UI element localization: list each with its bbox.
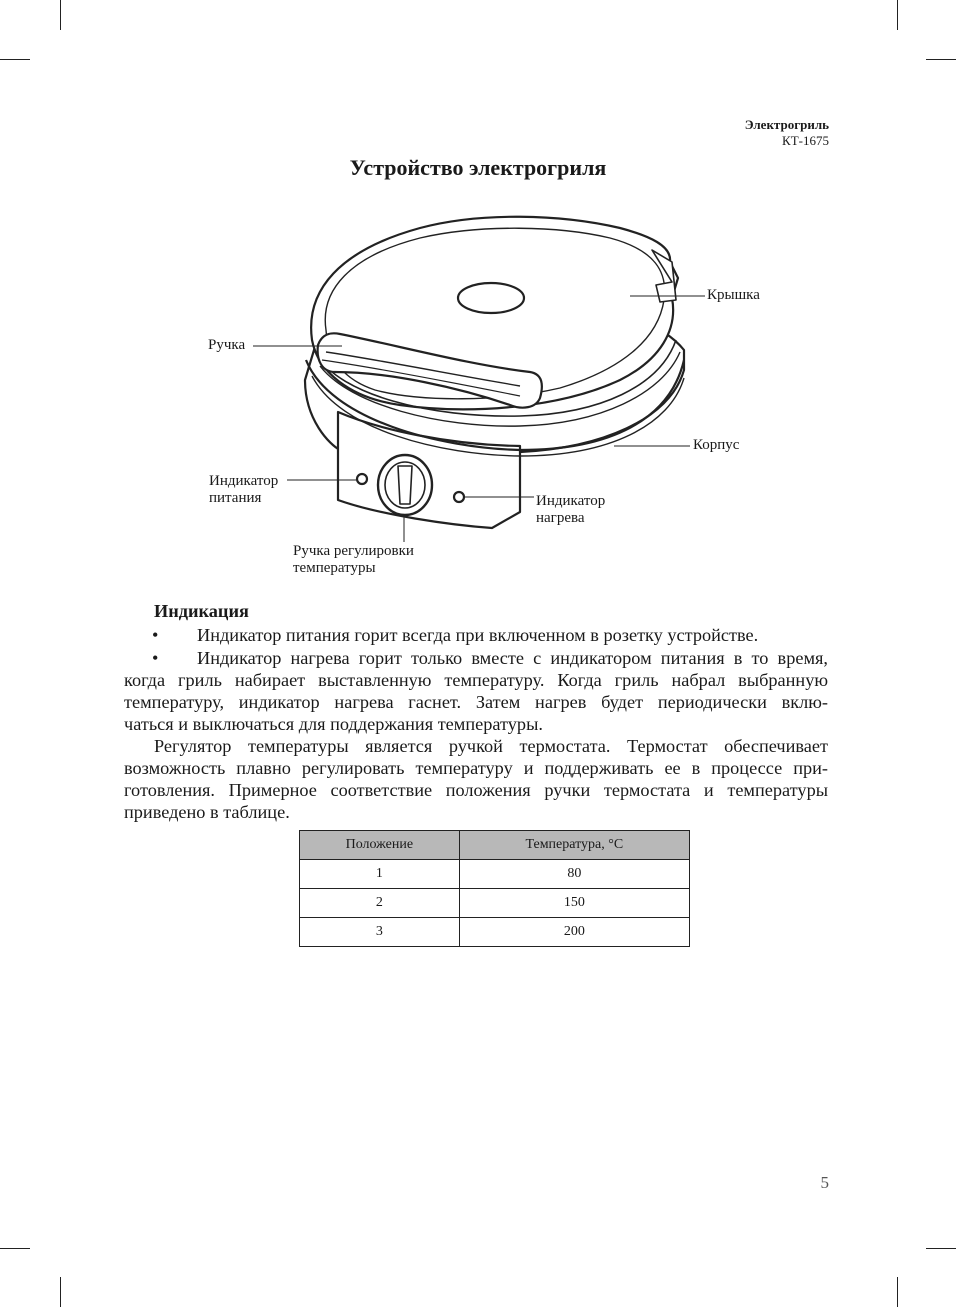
crop-mark (60, 1277, 61, 1307)
label-power-indicator-2: питания (209, 490, 262, 506)
section-heading: Индикация (154, 601, 249, 621)
crop-mark (926, 1248, 956, 1249)
crop-mark (0, 1248, 30, 1249)
label-handle: Ручка (208, 337, 246, 353)
bullet-1-text: Индикатор питания горит всегда при включенном в розетку устройстве. (197, 625, 759, 645)
cell-temperature: 150 (459, 889, 689, 918)
cell-temperature: 80 (459, 860, 689, 889)
cell-position: 2 (300, 889, 460, 918)
label-knob-2: температуры (293, 560, 376, 576)
cell-position: 3 (300, 918, 460, 947)
bullet-2-line-1: Индикатор нагрева горит только вместе с индикатором питания в то время, (197, 648, 828, 668)
para-line-4: приведено в таблице. (124, 802, 290, 822)
crop-mark (897, 0, 898, 30)
label-knob-1: Ручка регулировки (293, 543, 414, 559)
label-lid: Крышка (707, 287, 760, 303)
label-body: Корпус (693, 437, 740, 453)
label-heat-indicator-1: Индикатор (536, 493, 606, 509)
col-header-position: Положение (300, 831, 460, 860)
bullet-2-line-4: чаться и выключаться для поддержания температуры. (124, 714, 543, 734)
bullet-2-line-2: когда гриль набирает выставленную температуру. Когда гриль набрал выбранную (124, 670, 828, 690)
para-line-2: возможность плавно регулировать температуру и поддерживать ее в процессе при- (124, 758, 828, 778)
col-header-temperature: Температура, °С (459, 831, 689, 860)
power-indicator (357, 474, 367, 484)
table-row (300, 918, 690, 947)
bullet-symbol: • (152, 625, 159, 645)
label-power-indicator-1: Индикатор (209, 473, 279, 489)
cell-position: 1 (300, 860, 460, 889)
crop-mark (926, 59, 956, 60)
cell-temperature: 200 (459, 918, 689, 947)
heat-indicator (454, 492, 464, 502)
header-title: Электрогриль (744, 117, 829, 132)
crop-mark (897, 1277, 898, 1307)
bullet-2-line-3: температуру, индикатор нагрева гаснет. Затем нагрев будет периодически вклю- (124, 692, 828, 712)
table-header-row (300, 831, 690, 860)
label-heat-indicator-2: нагрева (536, 510, 585, 526)
page-number: 5 (820, 1173, 829, 1192)
para-line-3: готовления. Примерное соответствие положения ручки термостата и температуры (124, 780, 828, 800)
lid-vent (458, 283, 524, 313)
page-title: Устройство электрогриля (349, 155, 607, 180)
grill-diagram (0, 195, 956, 595)
para-line-1: Регулятор температуры является ручкой термостата. Термостат обеспечивает (154, 736, 828, 756)
crop-mark (60, 0, 61, 30)
table-row (300, 889, 690, 918)
crop-mark (0, 59, 30, 60)
table-row (300, 860, 690, 889)
bullet-symbol: • (152, 648, 159, 668)
header-model: КТ-1675 (782, 133, 829, 148)
temperature-table (299, 830, 690, 947)
